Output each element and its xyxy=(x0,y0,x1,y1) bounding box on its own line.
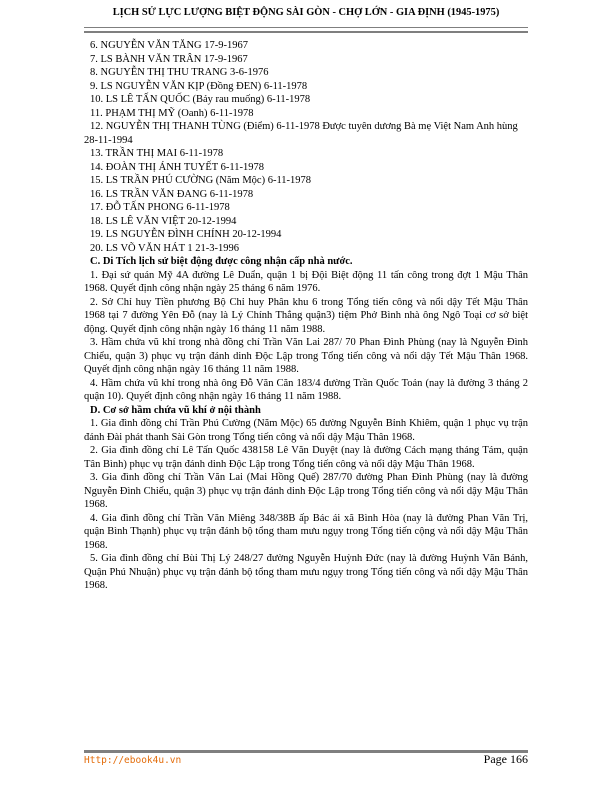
section-c-paragraph: 3. Hầm chứa vũ khí trong nhà đồng chí Trần Văn Lai 287/ 70 Phan Đình Phùng (nay là Nguyễn Đình Chiểu, quận 3) phục vụ trận đánh dinh Độc Lập trong Tổng tiến công và nổi dậy Tết Mậu Thân 1968. Quyết định công nhận ngày 16 tháng 11 năm 1988. xyxy=(84,337,528,375)
section-d-paragraph: 2. Gia đình đồng chí Lê Tấn Quốc 438158 Lê Văn Duyệt (nay là đường Cách mạng tháng Tám, quận Tân Bình) phục vụ trận đánh dinh Độc Lập trong Tổng tiến công và nổi dậy Mậu Thân 1968. xyxy=(84,445,528,470)
section-c-paragraph: 2. Sở Chỉ huy Tiền phương Bộ Chỉ huy Phân khu 6 trong Tổng tiến công và nổi dậy Tết Mậu Thân 1968 tại 7 đường Yên Đỗ (nay là Lý Chính Thắng quận3) tiệm Phở Bình nhà ông Ngô Toại cơ sở biệt động. Quyết định công nhận ngày 16 tháng 11 năm 1988. xyxy=(84,296,528,335)
page-body xyxy=(84,39,528,593)
footer-rule xyxy=(84,750,528,753)
section-d-paragraph: 1. Gia đình đồng chí Trần Phú Cường (Năm Mộc) 65 đường Nguyễn Bỉnh Khiêm, quận 1 phục vụ trận đánh Đài phát thanh Sài Gòn trong Tổng tiến công và nổi dậy Mậu Thân 1968. xyxy=(84,418,528,443)
list-item: 18. LS LÊ VĂN VIỆT 20-12-1994 xyxy=(90,215,237,227)
list-item: 7. LS BÀNH VĂN TRÂN 17-9-1967 xyxy=(90,53,248,65)
section-c-paragraph: 1. Đại sứ quán Mỹ 4A đường Lê Duẩn, quận 1 bị Đội Biệt động 11 tấn công trong đợt 1 Mậu Thân 1968. Quyết định công nhận ngày 25 tháng 6 năm 1976. xyxy=(84,269,528,294)
list-item: 14. ĐOÀN THỊ ÁNH TUYẾT 6-11-1978 xyxy=(90,161,265,173)
section-d-paragraph: 5. Gia đình đồng chí Bùi Thị Lý 248/27 đường Nguyễn Huỳnh Đức (nay là đường Huỳnh Văn Bánh, Quận Phú Nhuận) phục vụ trận đánh bộ tổng tham mưu ngụy trong Tổng tiến công và nổi dậy Mậu Thân 1968. xyxy=(84,553,528,591)
running-header: LỊCH SỬ LỰC LƯỢNG BIỆT ĐỘNG SÀI GÒN - CHỢ LỚN - GIA ĐỊNH (1945-1975) xyxy=(112,7,500,18)
list-item: 19. LS NGUYỄN ĐÌNH CHÍNH 20-12-1994 xyxy=(90,229,282,240)
footer-website-link[interactable]: Http://ebook4u.vn xyxy=(84,755,182,766)
list-item: 17. ĐỖ TẤN PHONG 6-11-1978 xyxy=(90,202,230,213)
list-item: 10. LS LÊ TẤN QUỐC (Bảy rau muống) 6-11-1978 xyxy=(90,94,311,105)
list-item: 8. NGUYỄN THỊ THU TRANG 3-6-1976 xyxy=(90,67,269,78)
list-item: 12. NGUYỄN THỊ THANH TÙNG (Điểm) 6-11-1978 Được tuyên dương Bà mẹ Việt Nam Anh hùng 28-11-1994 xyxy=(84,121,518,146)
section-c-paragraph: 4. Hầm chứa vũ khí trong nhà ông Đỗ Văn Căn 183/4 đường Trần Quốc Toản (nay là đường 3 tháng 2 quận 10). Quyết định công nhận ngày 16 tháng 11 năm 1988. xyxy=(84,377,528,402)
list-item: 9. LS NGUYỄN VĂN KỊP (Đồng ĐEN) 6-11-1978 xyxy=(90,80,308,92)
list-item: 6. NGUYỄN VĂN TĂNG 17-9-1967 xyxy=(90,40,248,51)
section-d-heading: D. Cơ sở hầm chứa vũ khí ở nội thành xyxy=(90,404,261,416)
list-item: 15. LS TRẦN PHÚ CƯỜNG (Năm Mộc) 6-11-1978 xyxy=(90,175,312,186)
page-number: Page 166 xyxy=(483,752,528,766)
list-item: 16. LS TRẦN VĂN ĐANG 6-11-1978 xyxy=(90,188,254,200)
section-d-paragraph: 3. Gia đình đồng chí Trần Văn Lai (Mai Hồng Quế) 287/70 đường Phan Đình Phùng (nay là đường Nguyễn Đình Chiểu, quận 3) phục vụ trận đánh dinh Độc Lập trong Tổng tiến công và nổi dậy Mậu Thân 1968. xyxy=(84,472,528,510)
list-item: 13. TRẦN THỊ MAI 6-11-1978 xyxy=(90,148,224,159)
section-c-heading: C. Di Tích lịch sử biệt động được công nhận cấp nhà nước. xyxy=(90,256,353,267)
header-rule-thin xyxy=(84,27,528,28)
list-item: 20. LS VÕ VĂN HÁT 1 21-3-1996 xyxy=(90,242,240,254)
list-item: 11. PHẠM THỊ MỸ (Oanh) 6-11-1978 xyxy=(90,107,254,119)
honoree-list xyxy=(84,39,528,255)
section-d-paragraph: 4. Gia đình đồng chí Trần Văn Miêng 348/38B ấp Bác ái xã Bình Hòa (nay là đường Phan Văn Trị, quận Bình Thạnh) phục vụ trận đánh bộ tổng tham mưu ngụy trong Tổng tiến cộng và nổi dậy Mậu Thân 1968. xyxy=(84,512,528,551)
header-rule-thick xyxy=(84,31,528,33)
